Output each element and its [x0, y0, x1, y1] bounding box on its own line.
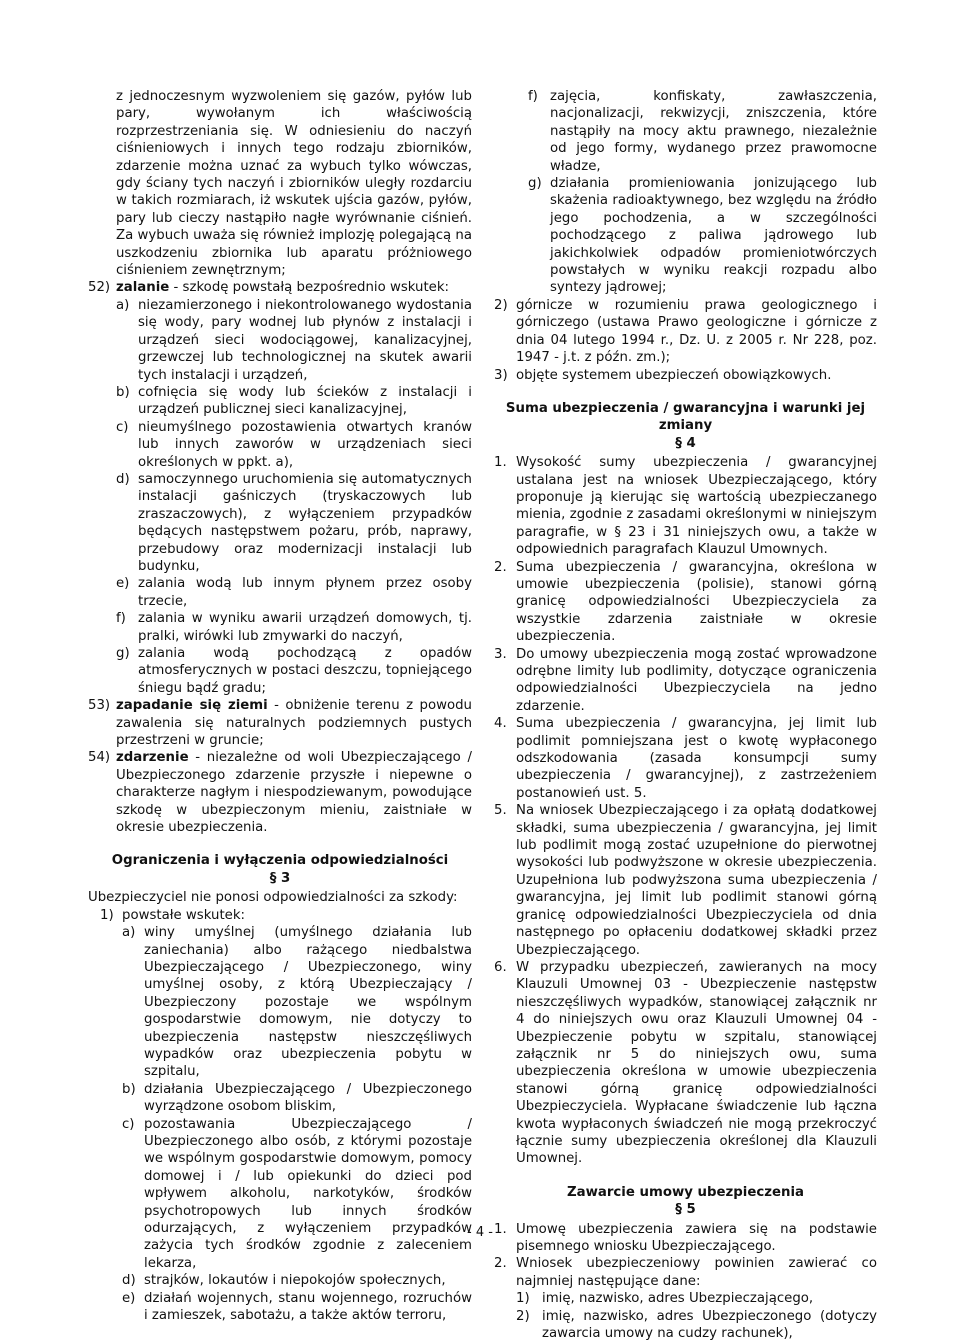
definition-53 [88, 697, 472, 749]
list-text: Suma ubezpieczenia / gwarancyjna, jej limit lub podlimit pomniejszana jest o kwotę wypłaconego odszkodowania (zasada konsumpcji sumy ubezpieczenia / gwarancyjnej), z zastrzeżeniem postanowień ust. 5. [516, 716, 877, 801]
list-text: działania Ubezpieczającego / Ubezpieczonego wyrządzone osobom bliskim, [144, 1081, 472, 1115]
list-item [494, 646, 877, 716]
list-text: pozostawania Ubezpieczającego / Ubezpieczonego albo osób, z którymi pozostaje we wspólnym gospodarstwie domowym, pomocy domowej i / lub opiekunki do dzieci pod wpływem alkoholu, narkotyków, środków psychotropowych lub innych środków odurzających, z wyłączeniem przypadków zażycia tych środków zgodnie z zaleceniem lekarza, [144, 1116, 472, 1271]
list-marker: d) [122, 1273, 136, 1289]
list-marker: 2) [494, 297, 508, 313]
list-item [516, 1290, 877, 1307]
list-text: winy umyślnej (umyślnego działania lub zaniechania) albo rażącego niedbalstwa Ubezpieczającego / Ubezpieczonego, winy umyślnej osoby, z którą Ubezpieczający / Ubezpieczony pozostaje we wspólnym gospodarstwie domowym, nie dotyczy to ubezpieczenia następstw nieszczęśliwych wypadków oraz ubezpieczenia pobytu w szpitalu, [144, 925, 472, 1080]
list-marker: 1. [494, 1221, 507, 1237]
list-item [494, 715, 877, 802]
section-5-number: § 5 [675, 1202, 696, 1218]
definition-term: zdarzenie [116, 750, 189, 766]
list-item [494, 559, 877, 646]
list-marker: 2) [516, 1308, 530, 1324]
list-item [116, 645, 472, 697]
list-marker: 1. [494, 455, 507, 471]
list-item [116, 384, 472, 419]
list-item [494, 959, 877, 1168]
list-marker: c) [122, 1116, 135, 1132]
section-3-point-3 [494, 367, 877, 384]
list-marker: 1) [100, 907, 114, 923]
list-text: zalania wodą lub innym płynem przez osoby trzecie, [138, 576, 472, 609]
list-text: Umowę ubezpieczenia zawiera się na podstawie pisemnego wniosku Ubezpieczającego. [516, 1221, 877, 1254]
list-text: strajków, lokautów i niepokojów społecznych, [144, 1273, 446, 1289]
list-item [122, 1290, 472, 1325]
definition-52-list [88, 297, 472, 697]
definition-number: 53) [88, 698, 111, 714]
definition-54 [88, 749, 472, 836]
definition-text: - obniżenie terenu z powodu zawalenia się naturalnych podziemnych pustych przestrzeni w gruncie; [116, 698, 472, 749]
definition-term: zalanie [116, 280, 170, 296]
list-text: zajęcia, konfiskaty, zawłaszczenia, nacjonalizacji, rekwizycji, zniszczenia, które nastąpiły na mocy aktu prawnego, niezależnie od jego formy, wydanego przez prawomocne władze, [550, 89, 877, 174]
list-item [122, 1272, 472, 1289]
list-item [528, 88, 877, 175]
spacer [88, 836, 472, 852]
definition-number: 54) [88, 750, 111, 766]
right-column [494, 88, 877, 1342]
section-3-list-continued [494, 88, 877, 297]
definition-number: 52) [88, 280, 111, 296]
section-3-point-2 [494, 297, 877, 367]
list-text: Na wniosek Ubezpieczającego i za opłatą dodatkowej składki, suma ubezpieczenia / gwarancyjna, jej limit lub podlimit mogą zostać uzupełnione do pierwotnej wysokości lub podwyższone w okresie ubezpieczenia. Uzupełniona lub podwyższona suma ubezpieczenia / gwarancyjna, jej limit lub podlimit stanowi górną granicę odpowiedzialności Ubezpieczyciela od dnia następnego po opłaceniu dodatkowej składki przez Ubezpieczającego. [516, 803, 877, 958]
section-4-title: Suma ubezpieczenia / gwarancyjna i warunki jej zmiany [505, 400, 866, 434]
list-item [494, 454, 877, 558]
list-text: imię, nazwisko, adres Ubezpieczającego, [542, 1291, 814, 1307]
list-item [122, 1081, 472, 1116]
list-text: powstałe wskutek: [122, 907, 246, 923]
section-3-number: § 3 [269, 870, 291, 886]
list-text: cofnięcia się wody lub ścieków z instalacji i urządzeń publicznej sieci kanalizacyjnej, [138, 384, 472, 418]
list-marker: 4. [494, 716, 507, 732]
definition-52 [88, 279, 472, 296]
spacer [494, 384, 877, 400]
list-item [122, 1116, 472, 1273]
list-item [116, 575, 472, 610]
list-marker: 3. [494, 646, 507, 662]
list-item [516, 1308, 877, 1342]
list-text: Do umowy ubezpieczenia mogą zostać wprowadzone odrębne limity lub podlimity, dotyczące ograniczenia odpowiedzialności Ubezpieczyciela na jedno zdarzenie. [516, 646, 877, 714]
definition-term: zapadanie się ziemi [116, 698, 268, 714]
section-5-sublist [494, 1290, 877, 1342]
list-text: samoczynnego uruchomienia się automatycznych instalacji gaśniczych (tryskaczowych lub zraszaczowych), z wyłączeniem przypadków będących następstwem pożaru, prób, naprawy, przebudowy oraz modernizacji instalacji lub budynku, [138, 471, 472, 574]
list-text: objęte systemem ubezpieczeń obowiązkowych. [516, 367, 832, 383]
section-3-lead: Ubezpieczyciel nie ponosi odpowiedzialności za szkody: [88, 890, 458, 906]
list-text: Suma ubezpieczenia / gwarancyjna, określona w umowie ubezpieczenia (polisie), stanowi górną granicę odpowiedzialności Ubezpieczyciela za wszystkie zdarzenia zaistniałe w okresie ubezpieczenia. [516, 559, 877, 645]
list-marker: c) [116, 419, 129, 435]
list-marker: 2. [494, 1256, 507, 1272]
list-text: nieumyślnego pozostawienia otwartych kranów lub innych zaworów w urządzeniach sieci określonych w ppkt. a), [138, 419, 472, 470]
section-4-number: § 4 [675, 435, 696, 451]
definition-51-continuation: z jednoczesnym wyzwoleniem się gazów, pyłów lub pary, wywołanym ich właściwością rozprzestrzeniania się. W odniesieniu do naczyń ciśnieniowych i innych tego rodzaju zbiorników, zdarzenie można uznać za wybuch tylko wówczas, gdy ściany tych naczyń i zbiorników uległy rozdarciu w takich rozmiarach, iż wskutek ujścia gazów, pyłów, pary lub cieczy nastąpiło nagłe wyrównanie ciśnień. Za wybuch uważa się również implozję polegającą na uszkodzeniu zbiornika lub aparatu próżniowego ciśnieniem zewnętrznym; [116, 89, 472, 279]
list-marker: 6. [494, 959, 507, 975]
list-marker: b) [122, 1081, 136, 1097]
list-item [528, 175, 877, 297]
section-3-list [88, 924, 472, 1324]
list-marker: b) [116, 384, 130, 400]
list-marker: e) [122, 1290, 136, 1306]
list-marker: g) [528, 176, 542, 192]
spacer [494, 1168, 877, 1184]
page-number: - 4 - [467, 1225, 493, 1240]
left-column [88, 88, 472, 1324]
list-text: Wysokość sumy ubezpieczenia / gwarancyjnej ustalana jest na wniosek Ubezpieczającego, który proponuje ją kierując się wartością ubezpieczanego mienia, zgodnie z zasadami określonymi w niniejszym paragrafie, w § 23 i 31 niniejszych owu, a także w odpowiednich paragrafach Klauzul Umownych. [516, 455, 877, 558]
list-text: zalania w wyniku awarii urządzeń domowych, tj. pralki, wirówki lub zmywarki do naczyń, [138, 611, 472, 644]
list-marker: 2. [494, 559, 507, 575]
list-text: Wniosek ubezpieczeniowy powinien zawierać co najmniej następujące dane: [516, 1256, 877, 1289]
list-marker: 3) [494, 367, 508, 383]
section-3-title: Ograniczenia i wyłączenia odpowiedzialności [111, 853, 449, 869]
list-item [494, 1255, 877, 1290]
list-marker: a) [116, 297, 130, 313]
list-item [494, 802, 877, 959]
list-item [116, 471, 472, 575]
list-item [116, 297, 472, 384]
list-marker: d) [116, 471, 130, 487]
section-5-title: Zawarcie umowy ubezpieczenia [566, 1184, 805, 1200]
list-marker: e) [116, 576, 130, 592]
list-marker: f) [116, 611, 126, 627]
list-text: imię, nazwisko, adres Ubezpieczonego (dotyczy zawarcia umowy na cudzy rachunek), [542, 1308, 877, 1342]
list-item [122, 924, 472, 1081]
list-marker: g) [116, 646, 130, 661]
list-text: W przypadku ubezpieczeń, zawieranych na mocy Klauzuli Umownej 03 - Ubezpieczenie następstw nieszczęśliwych wypadków, stanowiącej załącznik nr 4 do niniejszych owu oraz Klauzuli Umownej 04 - Ubezpieczenie pobytu w szpitalu, stanowiącej załącznik nr 5 do niniejszych owu, suma ubezpieczenia określona w umowie ubezpieczenia stanowi górną granicę odpowiedzialności Ubezpieczyciela. Wypłacane świadczenie lub łączna kwota wypłaconych świadczeń nie mogą przekroczyć łącznie sumy ubezpieczenia określonej dla Klauzuli Umownej. [516, 959, 877, 1167]
definition-text: - szkodę powstałą bezpośrednio wskutek: [169, 280, 450, 296]
list-item [116, 419, 472, 471]
list-text: działania promieniowania jonizującego lub skażenia radioaktywnego, bez względu na źródło jego pochodzenia, a w szczególności pochodzącego z paliwa jądrowego lub jakichkolwiek odpadów promieniotwórczych powstałych w wyniku reakcji rozpadu albo syntezy jądrowej; [550, 176, 877, 296]
list-text: niezamierzonego i niekontrolowanego wydostania się wody, pary wodnej lub płynów z instalacji i urządzeń sieci wodociągowej, kanalizacyjnej, grzewczej lub technologicznej na skutek awarii tych instalacji i urządzeń, [138, 297, 472, 383]
list-marker: f) [528, 89, 538, 104]
list-marker: a) [122, 925, 136, 941]
list-text: zalania wodą pochodzącą z opadów atmosferycznych w postaci deszczu, topniejącego śniegu bądź gradu; [138, 646, 472, 696]
list-text: działań wojennych, stanu wojennego, rozruchów i zamieszek, sabotażu, a także aktów terroru, [144, 1290, 472, 1324]
list-marker: 5. [494, 803, 507, 819]
section-3-point-1 [88, 907, 472, 924]
definition-text: - niezależne od woli Ubezpieczającego / Ubezpieczonego zdarzenie przyszłe i niepewne o charakterze nagłym i niespodziewanym, powodujące szkodę w ubezpieczonym mieniu, zaistniałe w okresie ubezpieczenia. [116, 750, 472, 836]
list-item [116, 610, 472, 645]
list-text: górnicze w rozumieniu prawa geologicznego i górniczego (ustawa Prawo geologiczne i górnicze z dnia 04 lutego 1994 r., Dz. U. z 2005 r. Nr 228, poz. 1947 - j.t. z późn. zm.); [516, 297, 877, 366]
list-marker: 1) [516, 1291, 530, 1307]
